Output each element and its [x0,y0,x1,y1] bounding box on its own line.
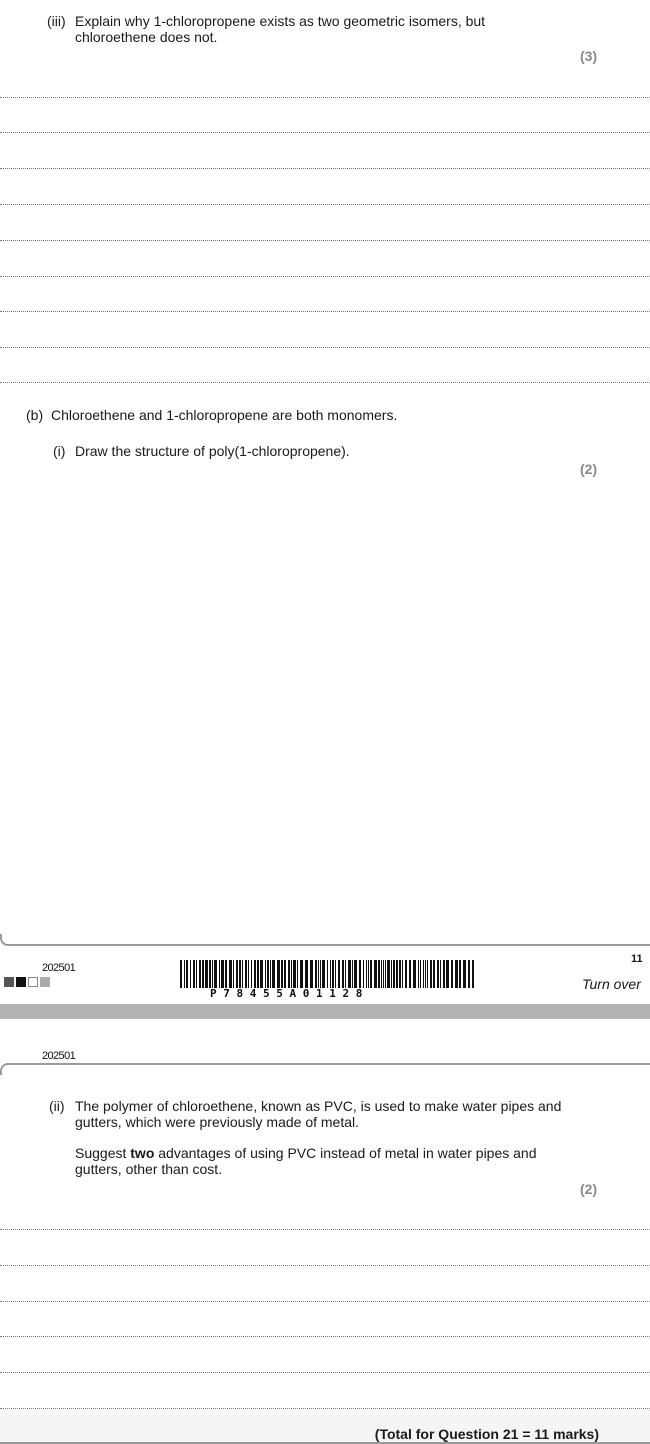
barcode-bar [330,960,331,988]
barcode-bar [265,960,266,988]
barcode-bar [366,960,367,988]
answer-line[interactable] [0,240,650,241]
barcode-bar [291,960,292,988]
barcode-bar [405,960,407,988]
question-b-label: (b) [26,407,44,423]
barcode-bar [260,960,263,988]
answer-line[interactable] [0,1265,650,1266]
barcode-bar [443,960,445,988]
barcode-bar [459,960,461,988]
barcode-bar [318,960,319,988]
answer-line[interactable] [0,347,650,348]
barcode-bar [257,960,259,988]
barcode-bar [180,960,182,988]
barcode-bar [186,960,188,988]
barcode-bar [455,960,458,988]
barcode-bar [229,960,232,988]
barcode-bar [190,960,191,988]
barcode-bar [251,960,252,988]
barcode-bar [342,960,344,988]
barcode-bar [385,960,386,988]
barcode-bar [209,960,211,988]
barcode-bar [468,960,470,988]
barcode-bar [254,960,256,988]
answer-line[interactable] [0,276,650,277]
barcode-bar [300,960,303,988]
barcode-bar [225,960,227,988]
answer-line[interactable] [0,1301,650,1302]
turn-over-label: Turn over [582,976,641,992]
barcode-bar [335,960,336,988]
barcode-bar [332,960,334,988]
barcode-bar [363,960,364,988]
barcode-bar [219,960,220,988]
question-ii-text: The polymer of chloroethene, known as PVC, is used to make water pipes and gutters, which were previously made of metal. [75,1098,562,1130]
barcode-bar [387,960,390,988]
barcode-bar [433,960,435,988]
registration-squares [4,977,50,987]
barcode-bar [267,960,269,988]
barcode-bar [409,960,411,988]
barcode-bar [430,960,432,988]
barcode-bar [440,960,441,988]
page-2-header-code: 202501 [42,1050,76,1062]
barcode-bar [472,960,474,988]
barcode-bar [320,960,321,988]
barcode-bar [310,960,313,988]
barcode-bar [196,960,197,988]
question-iii-marks: (3) [580,48,598,64]
barcode-bar [277,960,280,988]
page-frame-bottom [0,934,650,946]
answer-line[interactable] [0,132,650,133]
barcode-bar [338,960,340,988]
barcode-bar [239,960,241,988]
answer-line[interactable] [0,1372,650,1373]
barcode-bar [374,960,377,988]
barcode-bar [399,960,401,988]
question-b-i-number: (i) [53,443,66,459]
barcode-bar [184,960,185,988]
barcode-bar [368,960,369,988]
barcode-bar [270,960,271,988]
barcode-bar [446,960,449,988]
answer-line[interactable] [0,1408,650,1409]
barcode-bar [327,960,328,988]
drawing-area[interactable] [0,485,650,935]
answer-line[interactable] [0,97,650,98]
page-separator [0,1004,650,1019]
question-ii-instruction: Suggest two advantages of using PVC instead of metal in water pipes and gutters, other than cost. [75,1145,537,1177]
answer-line[interactable] [0,1229,650,1230]
barcode-bar [214,960,217,988]
barcode-bar [199,960,201,988]
barcode-bar [352,960,353,988]
barcode-bar [359,960,361,988]
barcode-bar [418,960,419,988]
barcode-bar [293,960,296,988]
barcode-bar [427,960,428,988]
barcode-bar [284,960,286,988]
barcode-bar [315,960,317,988]
answer-line[interactable] [0,168,650,169]
question-b-i-marks: (2) [580,461,598,477]
barcode-bar [425,960,426,988]
barcode-bar [245,960,247,988]
barcode-bar [378,960,380,988]
barcode-bar [297,960,298,988]
barcode-bar [272,960,275,988]
barcode-bar [413,960,416,988]
barcode-bar [423,960,424,988]
barcode-bar [322,960,325,988]
barcode-bar [391,960,392,988]
barcode-bar [393,960,395,988]
barcode-bar [221,960,224,988]
barcode-bar [402,960,403,988]
barcode-bar [281,960,283,988]
barcode-bar [354,960,357,988]
barcode-bar [437,960,439,988]
page-2-frame-top [0,1063,650,1075]
question-ii-number: (ii) [49,1098,65,1114]
barcode-bar [288,960,290,988]
barcode-bar [370,960,372,988]
barcode-bar [451,960,453,988]
barcode-bar [463,960,466,988]
barcode-bar [233,960,234,988]
total-marks: (Total for Question 21 = 11 marks) [374,1426,599,1442]
barcode-bar [205,960,208,988]
barcode-bar [305,960,308,988]
barcode-bar [193,960,195,988]
answer-line[interactable] [0,382,650,383]
barcode [180,960,478,1000]
barcode-bar [345,960,346,988]
footer-code: 202501 [42,962,76,974]
page-number: 11 [631,953,643,965]
question-b-text: Chloroethene and 1-chloropropene are both monomers. [51,407,398,423]
barcode-bar [248,960,249,988]
barcode-text: P 7 8 4 5 5 A 0 1 1 2 8 [210,987,363,1000]
question-ii-marks: (2) [580,1181,598,1197]
answer-line[interactable] [0,204,650,205]
question-iii-text: Explain why 1-chloropropene exists as two geometric isomers, but chloroethene does not. [75,13,486,45]
barcode-bar [242,960,243,988]
barcode-bar [396,960,398,988]
answer-line[interactable] [0,311,650,312]
barcode-bar [420,960,421,988]
question-iii-number: (iii) [47,13,66,29]
barcode-bar [383,960,384,988]
barcode-bar [236,960,238,988]
question-b-i-text: Draw the structure of poly(1-chloropropene). [75,443,350,459]
barcode-bar [381,960,382,988]
emphasis-two: two [130,1145,155,1161]
barcode-bar [202,960,204,988]
barcode-bar [212,960,213,988]
barcode-bar [348,960,351,988]
answer-line[interactable] [0,1336,650,1337]
